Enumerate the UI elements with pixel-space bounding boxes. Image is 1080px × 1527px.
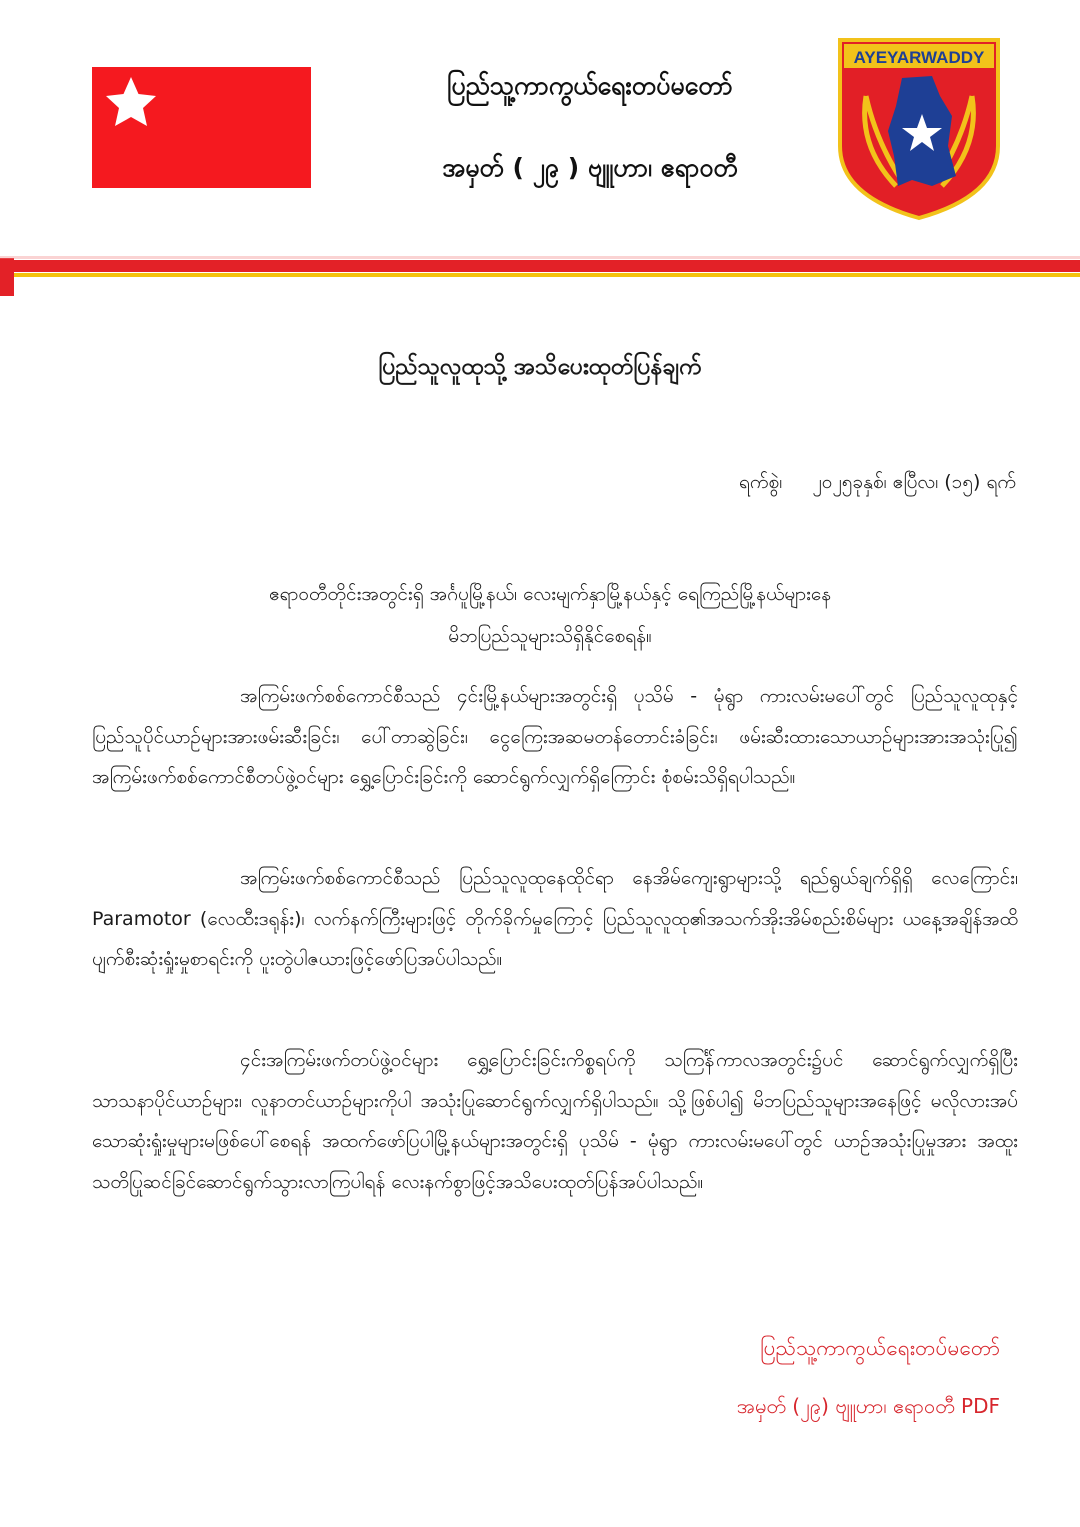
document-date: ရက်စွဲ၊ ၂၀၂၅ခုနှစ်၊ ဧပြီလ၊ (၁၅) ရက် [739, 471, 1016, 493]
ayeyarwaddy-emblem-logo [836, 36, 1002, 222]
subject-line-2: မိဘပြည်သူများသိရှိနိုင်စေရန်။ [448, 625, 652, 647]
body-paragraph-3: ၄င်းအကြမ်းဖက်တပ်ဖွဲ့ဝင်များ ရွှေ့ပြောင်းခြင်းကိစ္စရပ်ကို သကြင်္န်ကာလအတွင်း၌ပင် ဆောင်ရွက်လျှက်ရှိပြီး သာသနာပိုင်ယာဉ်များ၊ လူနာတင်ယာဉ်များကိုပါ အသုံးပြုဆောင်ရွက်လျှက်ရှိပါသည်။ သို့ဖြစ်ပါ၍ မိဘပြည်သူများအနေဖြင့် မလိုလားအပ်သောဆုံးရှုံးမှုများမဖြစ်ပေါ်စေရန် အထက်ဖော်ပြပါမြို့နယ်များအတွင်းရှိ ပုသိမ် - မုံရွာ ကားလမ်းမပေါ်တွင် ယာဉ်အသုံးပြုမှုအား အထူးသတိပြုဆင်ခြင်ဆောင်ရွက်သွားလာကြပါရန် လေးနက်စွာဖြင့်အသိပေးထုတ်ပြန်အပ်ပါသည်။ [92, 1049, 1018, 1193]
signature-org: ပြည်သူ့ကာကွယ်ရေးတပ်မတော် [760, 1336, 1000, 1360]
header-divider [0, 250, 1080, 300]
star-flag-logo [92, 67, 311, 188]
document-title: ပြည်သူလူထုသို့ အသိပေးထုတ်ပြန်ချက် [378, 354, 702, 380]
svg-text:AYEYARWADDY: AYEYARWADDY [853, 48, 985, 67]
header-title-unit: အမှတ် ( ၂၉ ) ဗျူဟာ၊ ဧရာဝတီ [442, 153, 738, 182]
subject-line-1: ဧရာဝတီတိုင်းအတွင်းရှိ အင်္ဂပူမြို့နယ်၊ လေးမျက်နှာမြို့နယ်နှင့် ရေကြည်မြို့နယ်များနေ [268, 583, 832, 605]
body-paragraph-1: အကြမ်းဖက်စစ်ကောင်စီသည် ၄င်းမြို့နယ်များအတွင်းရှိ ပုသိမ် - မုံရွာ ကားလမ်းမပေါ်တွင် ပြည်သူလူထုနှင့် ပြည်သူပိုင်ယာဉ်များအားဖမ်းဆီးခြင်း၊ ပေါ်တာဆွဲခြင်း၊ ငွေကြေးအဆမတန်တောင်းခံခြင်း၊ ဖမ်းဆီးထားသောယာဉ်များအားအသုံးပြု၍ အကြမ်းဖက်စစ်ကောင်စီတပ်ဖွဲ့ဝင်များ ရွှေ့ပြောင်းခြင်းကို ဆောင်ရွက်လျှက်ရှိကြောင်း စုံစမ်းသိရှိရပါသည်။ [92, 685, 1018, 788]
body-paragraph-2: အကြမ်းဖက်စစ်ကောင်စီသည် ပြည်သူလူထုနေထိုင်ရာ နေအိမ်ကျေးရွာများသို့ ရည်ရွယ်ချက်ရှိရှိ လေကြောင်း၊ Paramotor (လေထီးဒရုန်း)၊ လက်နက်ကြီးများဖြင့် တိုက်ခိုက်မှုကြောင့် ပြည်သူလူထု၏အသက်အိုးအိမ်စည်းစိမ်များ ယနေ့အချိန်အထိပျက်စီးဆုံးရှုံးမှုစာရင်းကို ပူးတွဲပါဇယားဖြင့်ဖော်ပြအပ်ပါသည်။ [92, 867, 1018, 970]
signature-unit: အမှတ် (၂၉) ဗျူဟာ၊ ဧရာဝတီ PDF [736, 1394, 1000, 1418]
document-subject [120, 573, 980, 657]
header-title-org: ပြည်သူ့ကာကွယ်ရေးတပ်မတော် [447, 71, 733, 100]
